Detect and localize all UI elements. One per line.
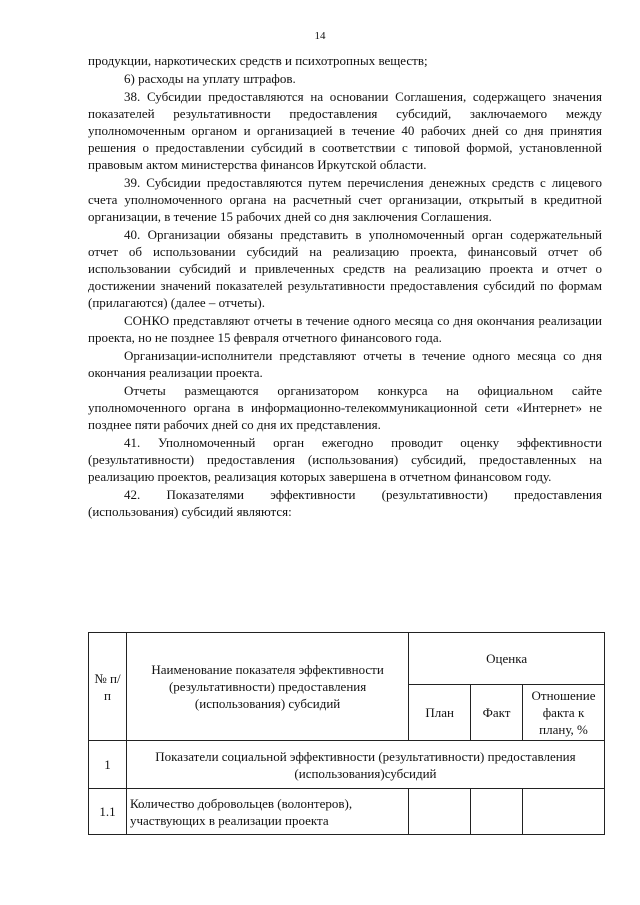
section-number: 1 <box>89 741 127 789</box>
paragraph-executor-reports: Организации-исполнители представляют отчеты в течение одного месяца со дня окончания реализации проекта. <box>88 348 602 380</box>
paragraph-38: 38. Субсидии предоставляются на основании Соглашения, содержащего значения показателей результативности предоставления субсидий, заключаемого между уполномоченным органом и организацией в течение 40 рабочих дней со дня принятия решения о предоставлении субсидий в соответствии с типовой формой, установленной правовым актом министерства финансов Иркутской области. <box>88 89 602 172</box>
header-number: № п/п <box>89 633 127 741</box>
indicators-table <box>88 632 605 835</box>
row-plan <box>409 789 471 835</box>
table-header-row <box>89 633 605 685</box>
paragraph-reports-publication: Отчеты размещаются организатором конкурса на официальном сайте уполномоченного органа в информационно-телекоммуникационной сети «Интернет» не позднее пяти рабочих дней со дня их представления. <box>88 383 602 432</box>
row-number: 1.1 <box>89 789 127 835</box>
paragraph-40: 40. Организации обязаны представить в уполномоченный орган содержательный отчет об использовании субсидий на реализацию проекта, финансовый отчет об использовании субсидий и привлеченных средств на реализацию проекта и отчет о достижении значений показателей результативности предоставления субсидий по формам (прилагаются) (далее – отчеты). <box>88 227 602 310</box>
table-row <box>89 789 605 835</box>
header-ratio: Отношение факта к плану, % <box>523 685 605 741</box>
paragraph-41: 41. Уполномоченный орган ежегодно проводит оценку эффективности (результативности) предоставления (использования) субсидий, предоставленных на реализацию проектов, реализация которых завершена в отчетном финансовом году. <box>88 435 602 484</box>
paragraph-sonko-reports: СОНКО представляют отчеты в течение одного месяца со дня окончания реализации проекта, но не позднее 15 февраля отчетного финансового года. <box>88 313 602 345</box>
row-ratio <box>523 789 605 835</box>
document-body <box>88 52 602 521</box>
paragraph-39: 39. Субсидии предоставляются путем перечисления денежных средств с лицевого счета уполномоченного органа на расчетный счет организации, открытый в кредитной организации, в течение 15 рабочих дней со дня заключения Соглашения. <box>88 175 602 224</box>
header-indicator-name: Наименование показателя эффективности (результативности) предоставления (использования) субсидий <box>126 633 408 741</box>
row-fact <box>471 789 523 835</box>
paragraph-42: 42. Показателями эффективности (результативности) предоставления (использования) субсидий являются: <box>88 487 602 519</box>
table-section-row <box>89 741 605 789</box>
page-number: 14 <box>314 30 326 42</box>
paragraph-item-6: 6) расходы на уплату штрафов. <box>124 71 296 86</box>
section-title: Показатели социальной эффективности (результативности) предоставления (использования)субсидий <box>126 741 604 789</box>
header-assessment: Оценка <box>409 633 605 685</box>
header-plan: План <box>409 685 471 741</box>
row-indicator-name: Количество добровольцев (волонтеров), участвующих в реализации проекта <box>126 789 408 835</box>
paragraph-continuation: продукции, наркотических средств и психотропных веществ; <box>88 53 428 68</box>
header-fact: Факт <box>471 685 523 741</box>
